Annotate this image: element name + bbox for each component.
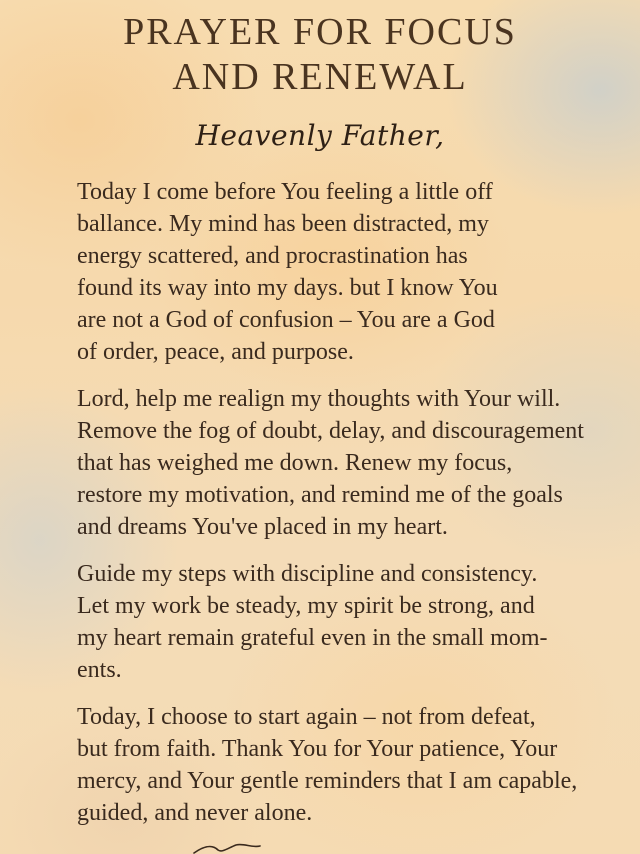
prayer-body	[77, 176, 633, 844]
paragraph-4: Today, I choose to start again – not from defeat, but from faith. Thank You for Your patience, Your mercy, and Your gentle reminders that I am capable, guided, and never alone.	[77, 704, 578, 826]
page-title	[0, 10, 640, 100]
salutation: Heavenly Father,	[195, 119, 445, 152]
paragraph-1: Today I come before You feeling a little off ballance. My mind has been distracted, my energy scattered, and procrastination has found its way into my days. but I know You are not a God of confusion – You are a God of order, peace, and purpose.	[77, 179, 498, 365]
paragraph-2: Lord, help me realign my thoughts with Your will. Remove the fog of doubt, delay, and discouragement that has weighed me down. Renew my focus, restore my motivation, and remind me of the goals and dreams You've placed in my heart.	[77, 386, 584, 540]
title-line-2: AND RENEWAL	[172, 56, 468, 98]
script-flourish-decoration	[190, 842, 280, 854]
title-line-1: PRAYER FOR FOCUS	[123, 11, 517, 53]
paragraph-3: Guide my steps with discipline and consistency. Let my work be steady, my spirit be strong, and my heart remain grateful even in the small mom- ents.	[77, 561, 548, 683]
